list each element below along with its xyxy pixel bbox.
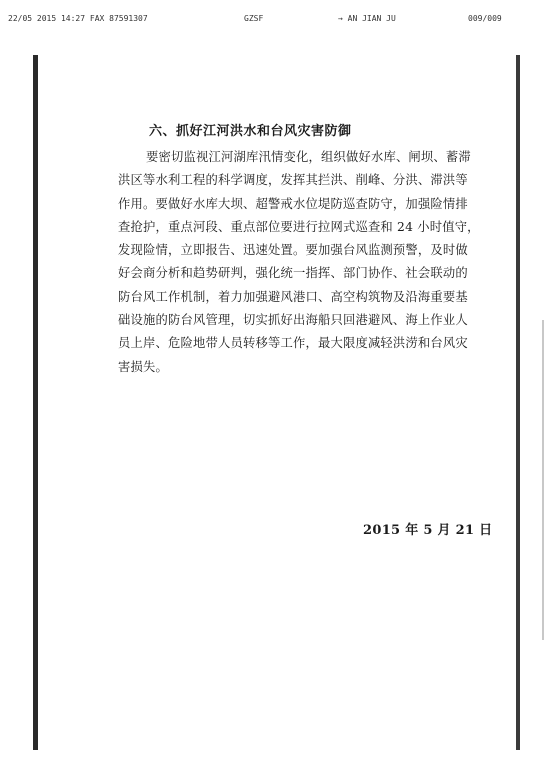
document-date: 2015 年 5 月 21 日	[363, 523, 493, 538]
body-line: 员上岸、危险地带人员转移等工作，最大限度减轻洪涝和台风灾	[118, 336, 468, 351]
body-line: 好会商分析和趋势研判，强化统一指挥、部门协作、社会联动的	[118, 266, 468, 281]
fax-page-counter: 009/009	[468, 14, 502, 23]
body-paragraph	[118, 146, 482, 379]
section-title: 六、抓好江河洪水和台风灾害防御	[149, 124, 352, 139]
body-line: 作用。要做好水库大坝、超警戒水位堤防巡查防守，加强险情排	[118, 196, 468, 211]
body-line: 发现险情，立即报告、迅速处置。要加强台风监测预警，及时做	[118, 243, 468, 258]
scan-left-border	[33, 55, 38, 750]
body-line: 害损失。	[118, 359, 168, 374]
body-line: 查抢护，重点河段、重点部位要进行拉网式巡查和 24 小时值守，	[118, 219, 480, 234]
body-line: 防台风工作机制，着力加强避风港口、高空构筑物及沿海重要基	[118, 289, 468, 304]
fax-datetime-number: 22/05 2015 14:27 FAX 87591307	[8, 14, 148, 23]
scan-right-border	[516, 55, 520, 750]
body-line: 要密切监视江河湖库汛情变化，组织做好水库、闸坝、蓄滞	[146, 150, 471, 164]
body-line: 础设施的防台风管理，切实抓好出海船只回港避风、海上作业人	[118, 313, 468, 328]
fax-station: GZSF	[244, 14, 264, 23]
fax-header	[0, 14, 554, 28]
scan-edge-shadow	[542, 320, 544, 640]
fax-sender: → AN JIAN JU	[338, 14, 396, 23]
body-line: 洪区等水利工程的科学调度，发挥其拦洪、削峰、分洪、滞洪等	[118, 173, 468, 188]
